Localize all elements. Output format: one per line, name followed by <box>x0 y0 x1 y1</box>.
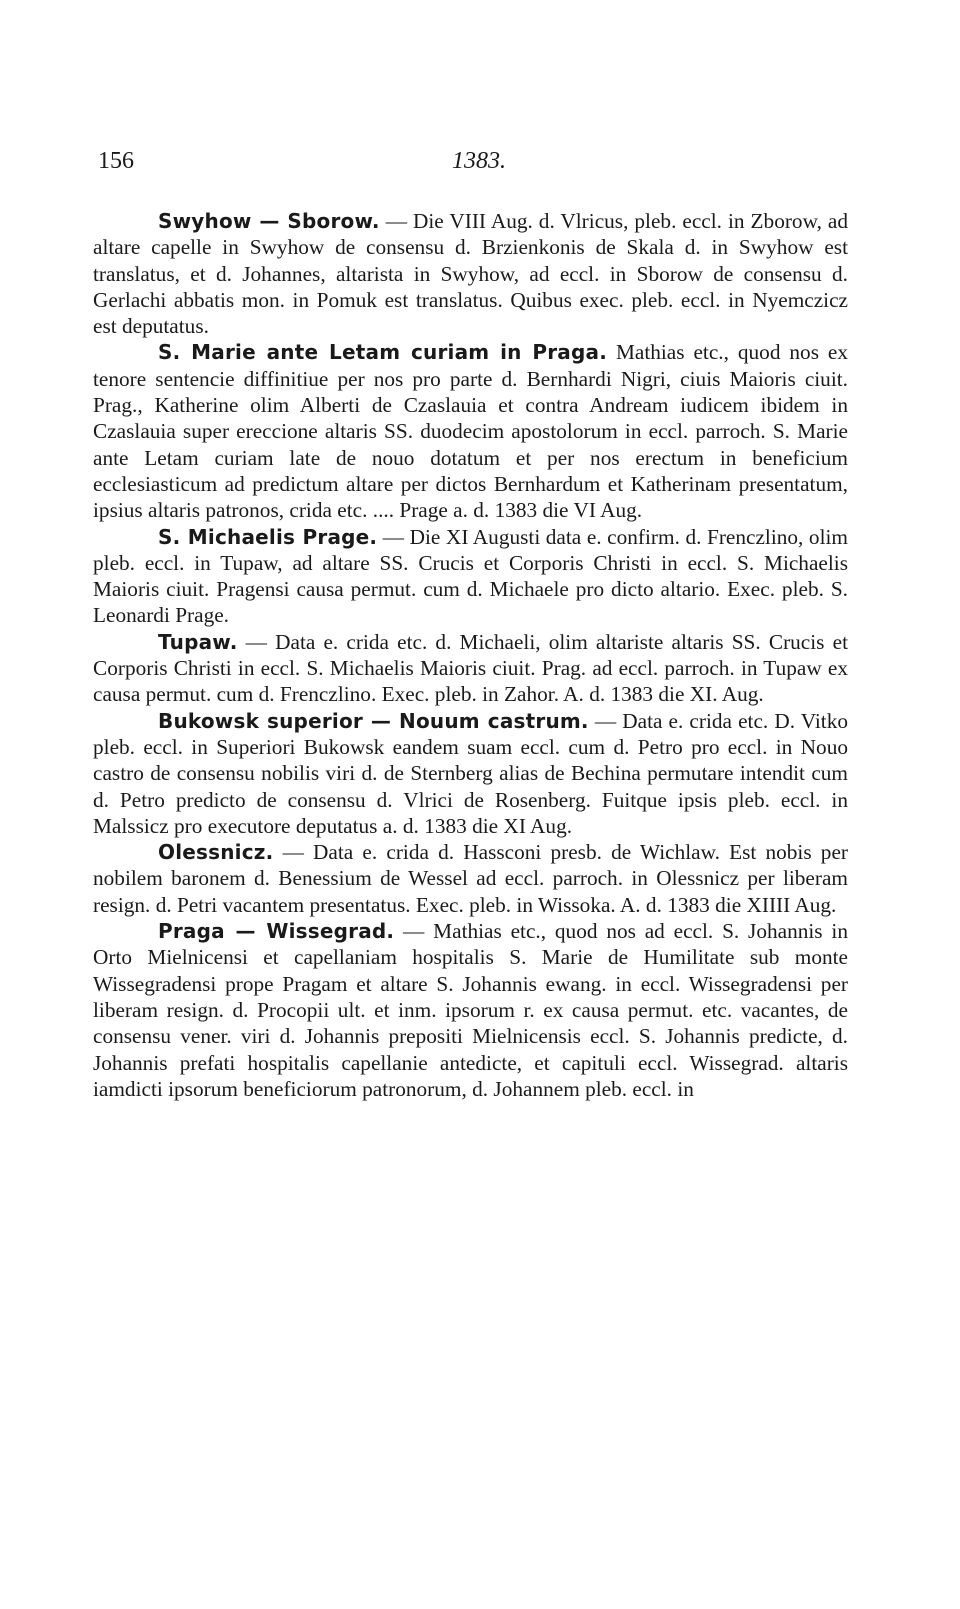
entry-tupaw <box>93 629 848 708</box>
entry-text: — Die XI Augusti data e. confirm. d. Frenczlino, olim pleb. eccl. in Tupaw, ad altare SS. Crucis et Corporis Christi in eccl. S. Michaelis Maioris ciuit. Pragensi causa permut. cum d. Michaele pro dicto altario. Exec. pleb. S. Leonardi Prage. <box>93 524 848 628</box>
entry-heading: Olessnicz. <box>158 840 274 865</box>
body-text <box>93 208 848 1102</box>
entry-s-marie-ante-letam <box>93 339 848 523</box>
entry-s-michaelis-prage <box>93 524 848 629</box>
entry-heading: S. Marie ante Letam curiam in Praga. <box>158 340 608 365</box>
entry-text: — Mathias etc., quod nos ad eccl. S. Johannis in Orto Mielnicensi et capellaniam hospitalis S. Marie de Humilitate sub monte Wissegradensi prope Pragam et altare S. Johannis ewang. in eccl. Wissegradensi per liberam resign. d. Procopii ult. et inm. ipsorum r. ex causa permut. etc. vacantes, de consensu vener. viri d. Johannis prepositi Mielnicensis eccl. S. Johannis predicte, d. Johannis prefati hospitalis capellanie antedicte, et capituli eccl. Wissegrad. altaris iamdicti ipsorum beneficiorum patronorum, d. Johannem pleb. eccl. in <box>93 919 848 1101</box>
entry-text: — Data e. crida d. Hassconi presb. de Wichlaw. Est nobis per nobilem baronem d. Benessium de Wessel ad eccl. parroch. in Olessnicz per liberam resign. d. Petri vacantem presentatus. Exec. pleb. in Wissoka. A. d. 1383 die XIIII Aug. <box>93 840 848 917</box>
entry-heading: Praga — Wissegrad. <box>158 919 395 944</box>
entry-text: — Data e. crida etc. D. Vitko pleb. eccl. in Superiori Bukowsk eandem suam eccl. cum d. Petro pro eccl. in Nouo castro de consensu nobilis viri d. de Sternberg alias de Bechina permutare intendit cum d. Petro predicto de consensu d. Vlrici de Rosenberg. Fuitque ipsis pleb. eccl. in Malssicz pro executore deputatus a. d. 1383 die XI Aug. <box>93 708 848 838</box>
entry-heading: Bukowsk superior — Nouum castrum. <box>158 708 589 733</box>
entry-text: — Die VIII Aug. d. Vlricus, pleb. eccl. in Zborow, ad altare capelle in Swyhow de consensu d. Brzienkonis de Skala d. in Swyhow est translatus, et d. Johannes, altarista in Swyhow, ad eccl. in Sborow de consensu d. Gerlachi abbatis mon. in Pomuk est translatus. Quibus exec. pleb. eccl. in Nyemczicz est deputatus. <box>93 209 848 339</box>
entry-text: — Data e. crida etc. d. Michaeli, olim altariste altaris SS. Crucis et Corporis Christi in eccl. S. Michaelis Maioris ciuit. Prag. ad eccl. parroch. in Tupaw ex causa permut. cum d. Frenczlino. Exec. pleb. in Zahor. A. d. 1383 die XI. Aug. <box>93 629 848 707</box>
entry-text: Mathias etc., quod nos ex tenore sentencie diffinitiue per nos pro parte d. Bernhardi Nigri, ciuis Maioris ciuit. Prag., Katherine olim Alberti de Czaslauia et contra Andream iudicem ibidem in Czaslauia super ereccione altaris SS. duodecim apostolorum in eccl. parroch. S. Marie ante Letam curiam late de nouo dotatum et per nos erectum in beneficium ecclesiasticum ad predictum altare per dictos Bernhardum et Katherinam presentatum, ipsius altaris patronos, crida etc. .... Prage a. d. 1383 die VI Aug. <box>93 340 849 523</box>
running-year: 1383. <box>452 148 506 174</box>
entry-olessnicz <box>93 839 848 918</box>
entry-praga-wissegrad <box>93 918 848 1102</box>
entry-bukowsk-superior <box>93 708 848 839</box>
entry-heading: S. Michaelis Prage. <box>158 524 378 549</box>
entry-heading: Swyhow — Sborow. <box>158 209 380 233</box>
entry-heading: Tupaw. <box>158 629 238 654</box>
entry-swyhow-sborow <box>93 208 848 339</box>
page-number: 156 <box>98 148 134 174</box>
